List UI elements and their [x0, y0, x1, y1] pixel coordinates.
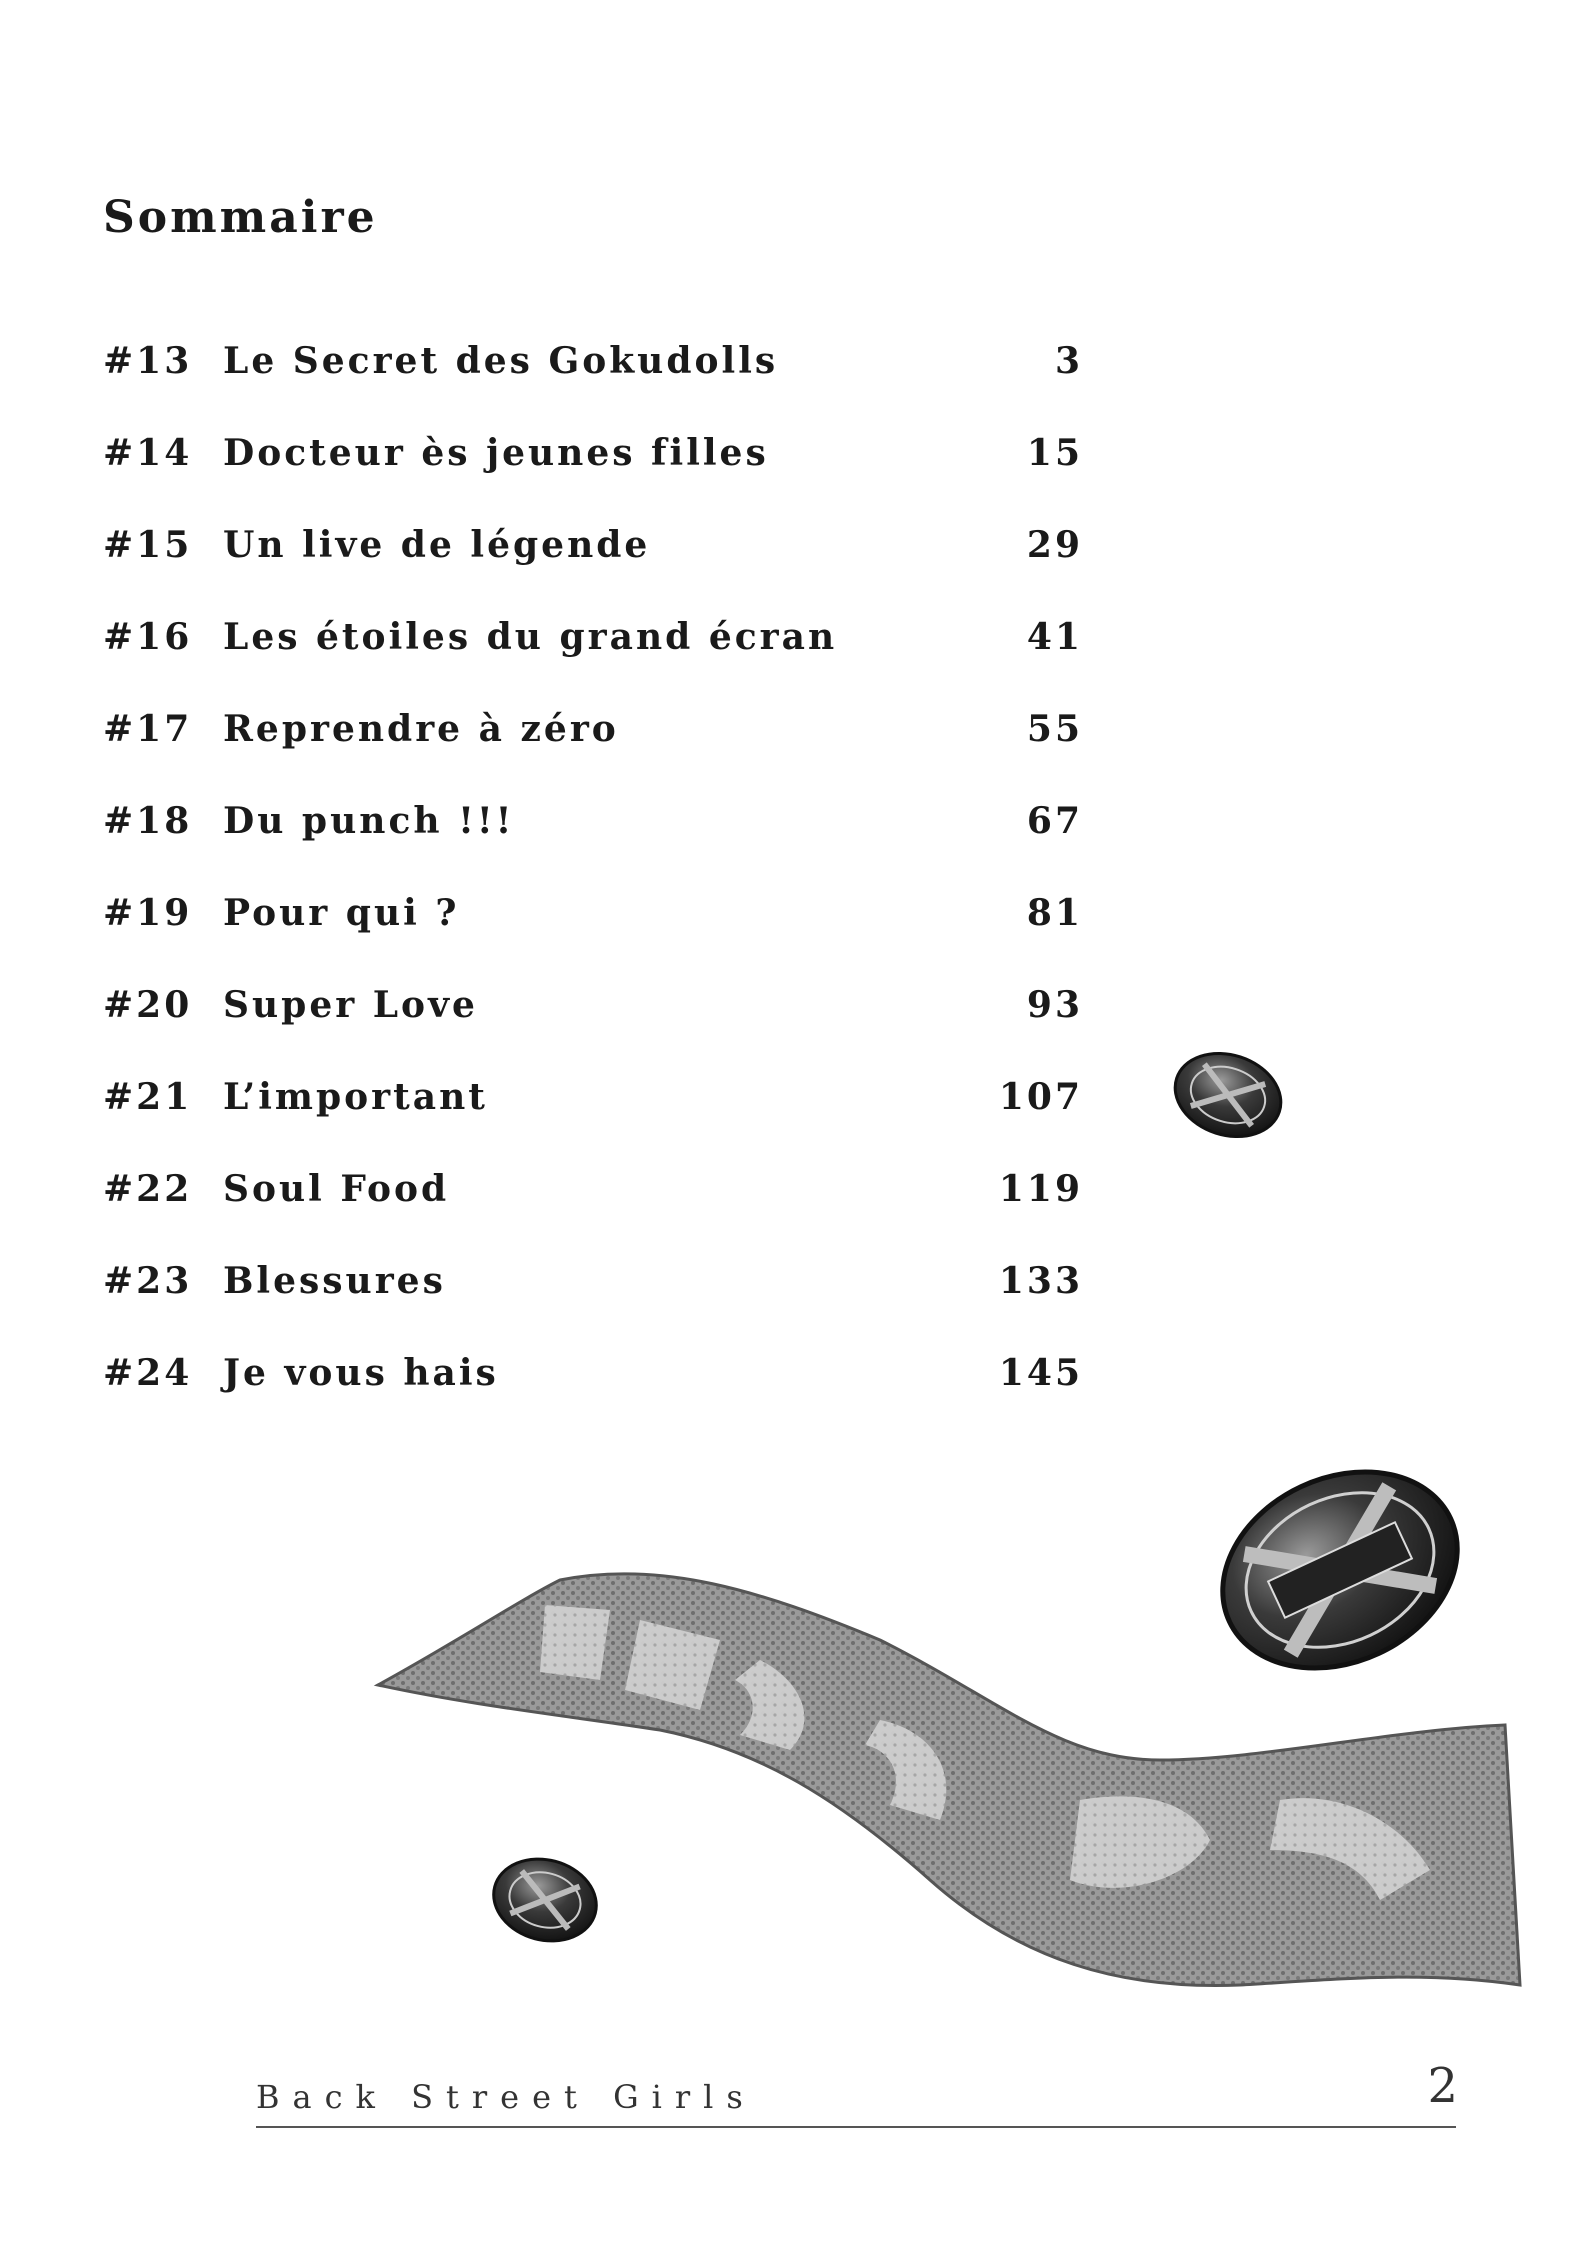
chapter-number: #23: [103, 1260, 193, 1302]
chapter-number: #16: [103, 616, 193, 658]
chapter-title: Soul Food: [223, 1168, 450, 1210]
chapter-title: Blessures: [223, 1260, 446, 1302]
chapter-title: Le Secret des Gokudolls: [223, 340, 779, 382]
chapter-page: 67: [1026, 800, 1083, 842]
page-title: Sommaire: [103, 192, 378, 243]
chapter-title: Les étoiles du grand écran: [223, 616, 838, 658]
chapter-page: 93: [1026, 984, 1083, 1026]
page-number: 2: [1427, 2058, 1458, 2114]
coin-small-bottom: [484, 1848, 605, 1952]
chapter-page: 3: [1054, 340, 1083, 382]
coin-small-top: [1164, 1040, 1291, 1149]
chapter-title: Je vous hais: [223, 1352, 499, 1394]
chapter-page: 133: [998, 1260, 1083, 1302]
chapter-number: #17: [103, 708, 193, 750]
chapter-title: Un live de légende: [223, 524, 651, 566]
chapter-number: #14: [103, 432, 193, 474]
chapter-title: L’important: [223, 1076, 488, 1118]
chapter-number: #19: [103, 892, 193, 934]
chapter-page: 119: [998, 1168, 1083, 1210]
chapter-title: Super Love: [223, 984, 478, 1026]
chapter-title: Reprendre à zéro: [223, 708, 619, 750]
chapter-page: 145: [998, 1352, 1083, 1394]
chapter-page: 41: [1026, 616, 1083, 658]
chapter-title: Du punch !!!: [223, 800, 515, 842]
chapter-number: #13: [103, 340, 193, 382]
chapter-title: Docteur ès jeunes filles: [223, 432, 769, 474]
chapter-number: #18: [103, 800, 193, 842]
chapter-number: #15: [103, 524, 193, 566]
chapter-page: 15: [1026, 432, 1083, 474]
chapter-number: #24: [103, 1352, 193, 1394]
chapter-number: #21: [103, 1076, 193, 1118]
chapter-page: 55: [1026, 708, 1083, 750]
chapter-page: 107: [998, 1076, 1083, 1118]
chapter-title: Pour qui ?: [223, 892, 460, 934]
chapter-page: 81: [1026, 892, 1083, 934]
footer-rule: [256, 2126, 1456, 2128]
chapter-page: 29: [1026, 524, 1083, 566]
chapter-number: #20: [103, 984, 193, 1026]
series-title: Back Street Girls: [256, 2078, 756, 2116]
coin-large: [1191, 1435, 1490, 1705]
chapter-number: #22: [103, 1168, 193, 1210]
